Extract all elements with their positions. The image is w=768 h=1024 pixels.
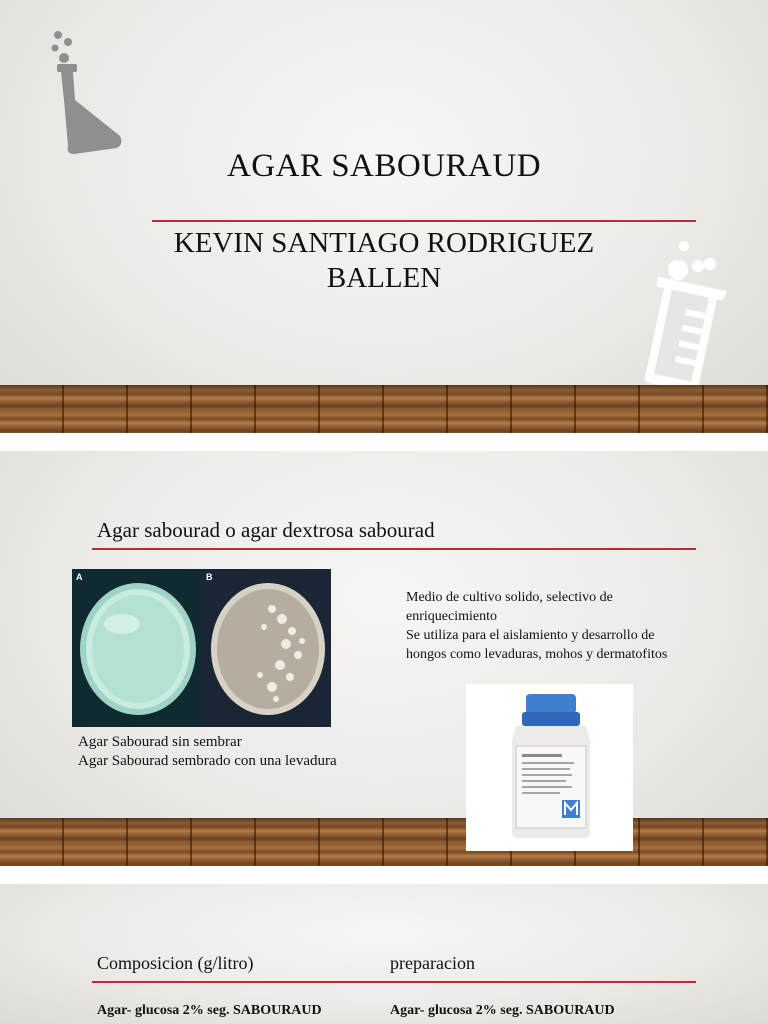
product-bottle-photo [466,684,633,851]
presentation-title: AGAR SABOURAUD [226,148,542,184]
caption-line-1: Agar Sabourad sin sembrar [78,734,242,750]
reagent-bottle-image [466,684,633,851]
description-line-1: Medio de cultivo solido, selectivo de enriquecimiento [406,590,613,624]
author-name [120,226,648,296]
petri-dish-seeded [202,569,331,727]
preparation-heading: preparacion [390,953,475,973]
heading-divider [92,548,696,550]
author-line-2: BALLEN [326,262,442,294]
composition-row: Agar- glucosa 2% seg. SABOURAUD [97,1003,322,1018]
section-heading: Agar sabourad o agar dextrosa sabourad [97,518,435,542]
petri-dish-photo [72,569,331,727]
petri-dish-unseeded [72,569,201,727]
caption-line-2: Agar Sabourad sembrado con una levadura [78,753,337,769]
photo-label-a: A [76,572,83,582]
flask-icon [44,26,126,158]
wood-floor-decoration [0,385,768,433]
title-slide [0,0,768,433]
beaker-icon [618,238,730,394]
preparation-row: Agar- glucosa 2% seg. SABOURAUD [390,1003,615,1018]
petri-dish-b-image [202,569,331,727]
petri-dish-a-image [72,569,201,727]
author-line-1: KEVIN SANTIAGO RODRIGUEZ [173,227,595,259]
medium-description [406,588,686,664]
composition-heading: Composicion (g/litro) [97,953,254,973]
slide3-divider [92,981,696,983]
photo-label-b: B [206,572,213,582]
description-line-2: Se utiliza para el aislamiento y desarrollo de hongos como levaduras, mohos y dermatofitos [406,628,668,662]
photo-caption [78,733,338,771]
title-divider [152,220,696,222]
wood-floor-decoration [0,818,768,866]
